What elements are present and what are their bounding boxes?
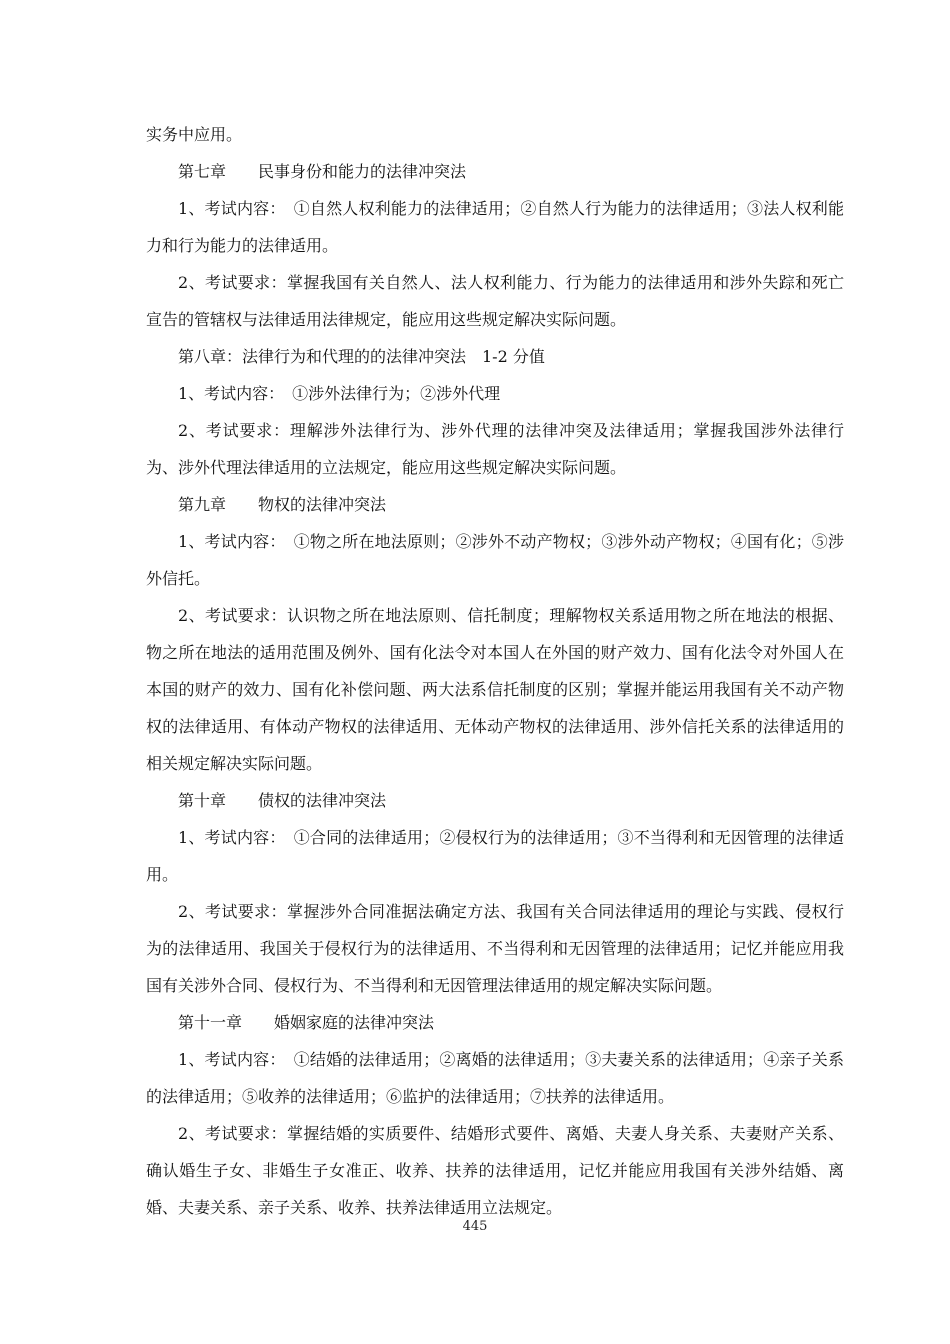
chapter-heading-10: 第十章 债权的法律冲突法: [178, 791, 387, 810]
page-number: 445: [462, 1219, 488, 1234]
chapter-9-exam-requirements: 2、考试要求：认识物之所在地法原则、信托制度；理解物权关系适用物之所在地法的根据、物之所在地法的适用范围及例外、国有化法令对本国人在外国的财产效力、国有化法令对外国人在本国的财产的效力、国有化补偿问题、两大法系信托制度的区别；掌握并能运用我国有关不动产物权的法律适用、有体动产物权的法律适用、无体动产物权的法律适用、涉外信托关系的法律适用的相关规定解决实际问题。: [146, 606, 844, 773]
chapter-7-exam-content: 1、考试内容： ①自然人权利能力的法律适用；②自然人行为能力的法律适用；③法人权利能力和行为能力的法律适用。: [146, 199, 844, 255]
chapter-9-exam-content: 1、考试内容： ①物之所在地法原则；②涉外不动产物权；③涉外动产物权；④国有化；⑤涉外信托。: [146, 532, 844, 588]
chapter-heading-7: 第七章 民事身份和能力的法律冲突法: [178, 162, 467, 181]
chapter-7-exam-requirements: 2、考试要求：掌握我国有关自然人、法人权利能力、行为能力的法律适用和涉外失踪和死亡宣告的管辖权与法律适用法律规定，能应用这些规定解决实际问题。: [146, 273, 844, 329]
paragraph-continued: 实务中应用。: [146, 125, 243, 144]
chapter-11-exam-content: 1、考试内容： ①结婚的法律适用；②离婚的法律适用；③夫妻关系的法律适用；④亲子关系的法律适用；⑤收养的法律适用；⑥监护的法律适用；⑦扶养的法律适用。: [146, 1050, 844, 1106]
chapter-8-exam-requirements: 2、考试要求：理解涉外法律行为、涉外代理的法律冲突及法律适用；掌握我国涉外法律行为、涉外代理法律适用的立法规定，能应用这些规定解决实际问题。: [146, 421, 844, 477]
chapter-11-exam-requirements: 2、考试要求：掌握结婚的实质要件、结婚形式要件、离婚、夫妻人身关系、夫妻财产关系、确认婚生子女、非婚生子女准正、收养、扶养的法律适用，记忆并能应用我国有关涉外结婚、离婚、夫妻关系、亲子关系、收养、扶养法律适用立法规定。: [146, 1124, 844, 1217]
chapter-10-exam-content: 1、考试内容： ①合同的法律适用；②侵权行为的法律适用；③不当得利和无因管理的法律适用。: [146, 828, 844, 884]
document-body: [146, 116, 844, 1226]
chapter-heading-9: 第九章 物权的法律冲突法: [178, 495, 387, 514]
chapter-8-exam-content: 1、考试内容： ①涉外法律行为；②涉外代理: [178, 384, 501, 403]
chapter-heading-8: 第八章：法律行为和代理的的法律冲突法 1-2 分值: [178, 347, 545, 366]
chapter-heading-11: 第十一章 婚姻家庭的法律冲突法: [178, 1013, 435, 1032]
chapter-10-exam-requirements: 2、考试要求：掌握涉外合同准据法确定方法、我国有关合同法律适用的理论与实践、侵权行为的法律适用、我国关于侵权行为的法律适用、不当得利和无因管理的法律适用；记忆并能应用我国有关涉外合同、侵权行为、不当得利和无因管理法律适用的规定解决实际问题。: [146, 902, 844, 995]
